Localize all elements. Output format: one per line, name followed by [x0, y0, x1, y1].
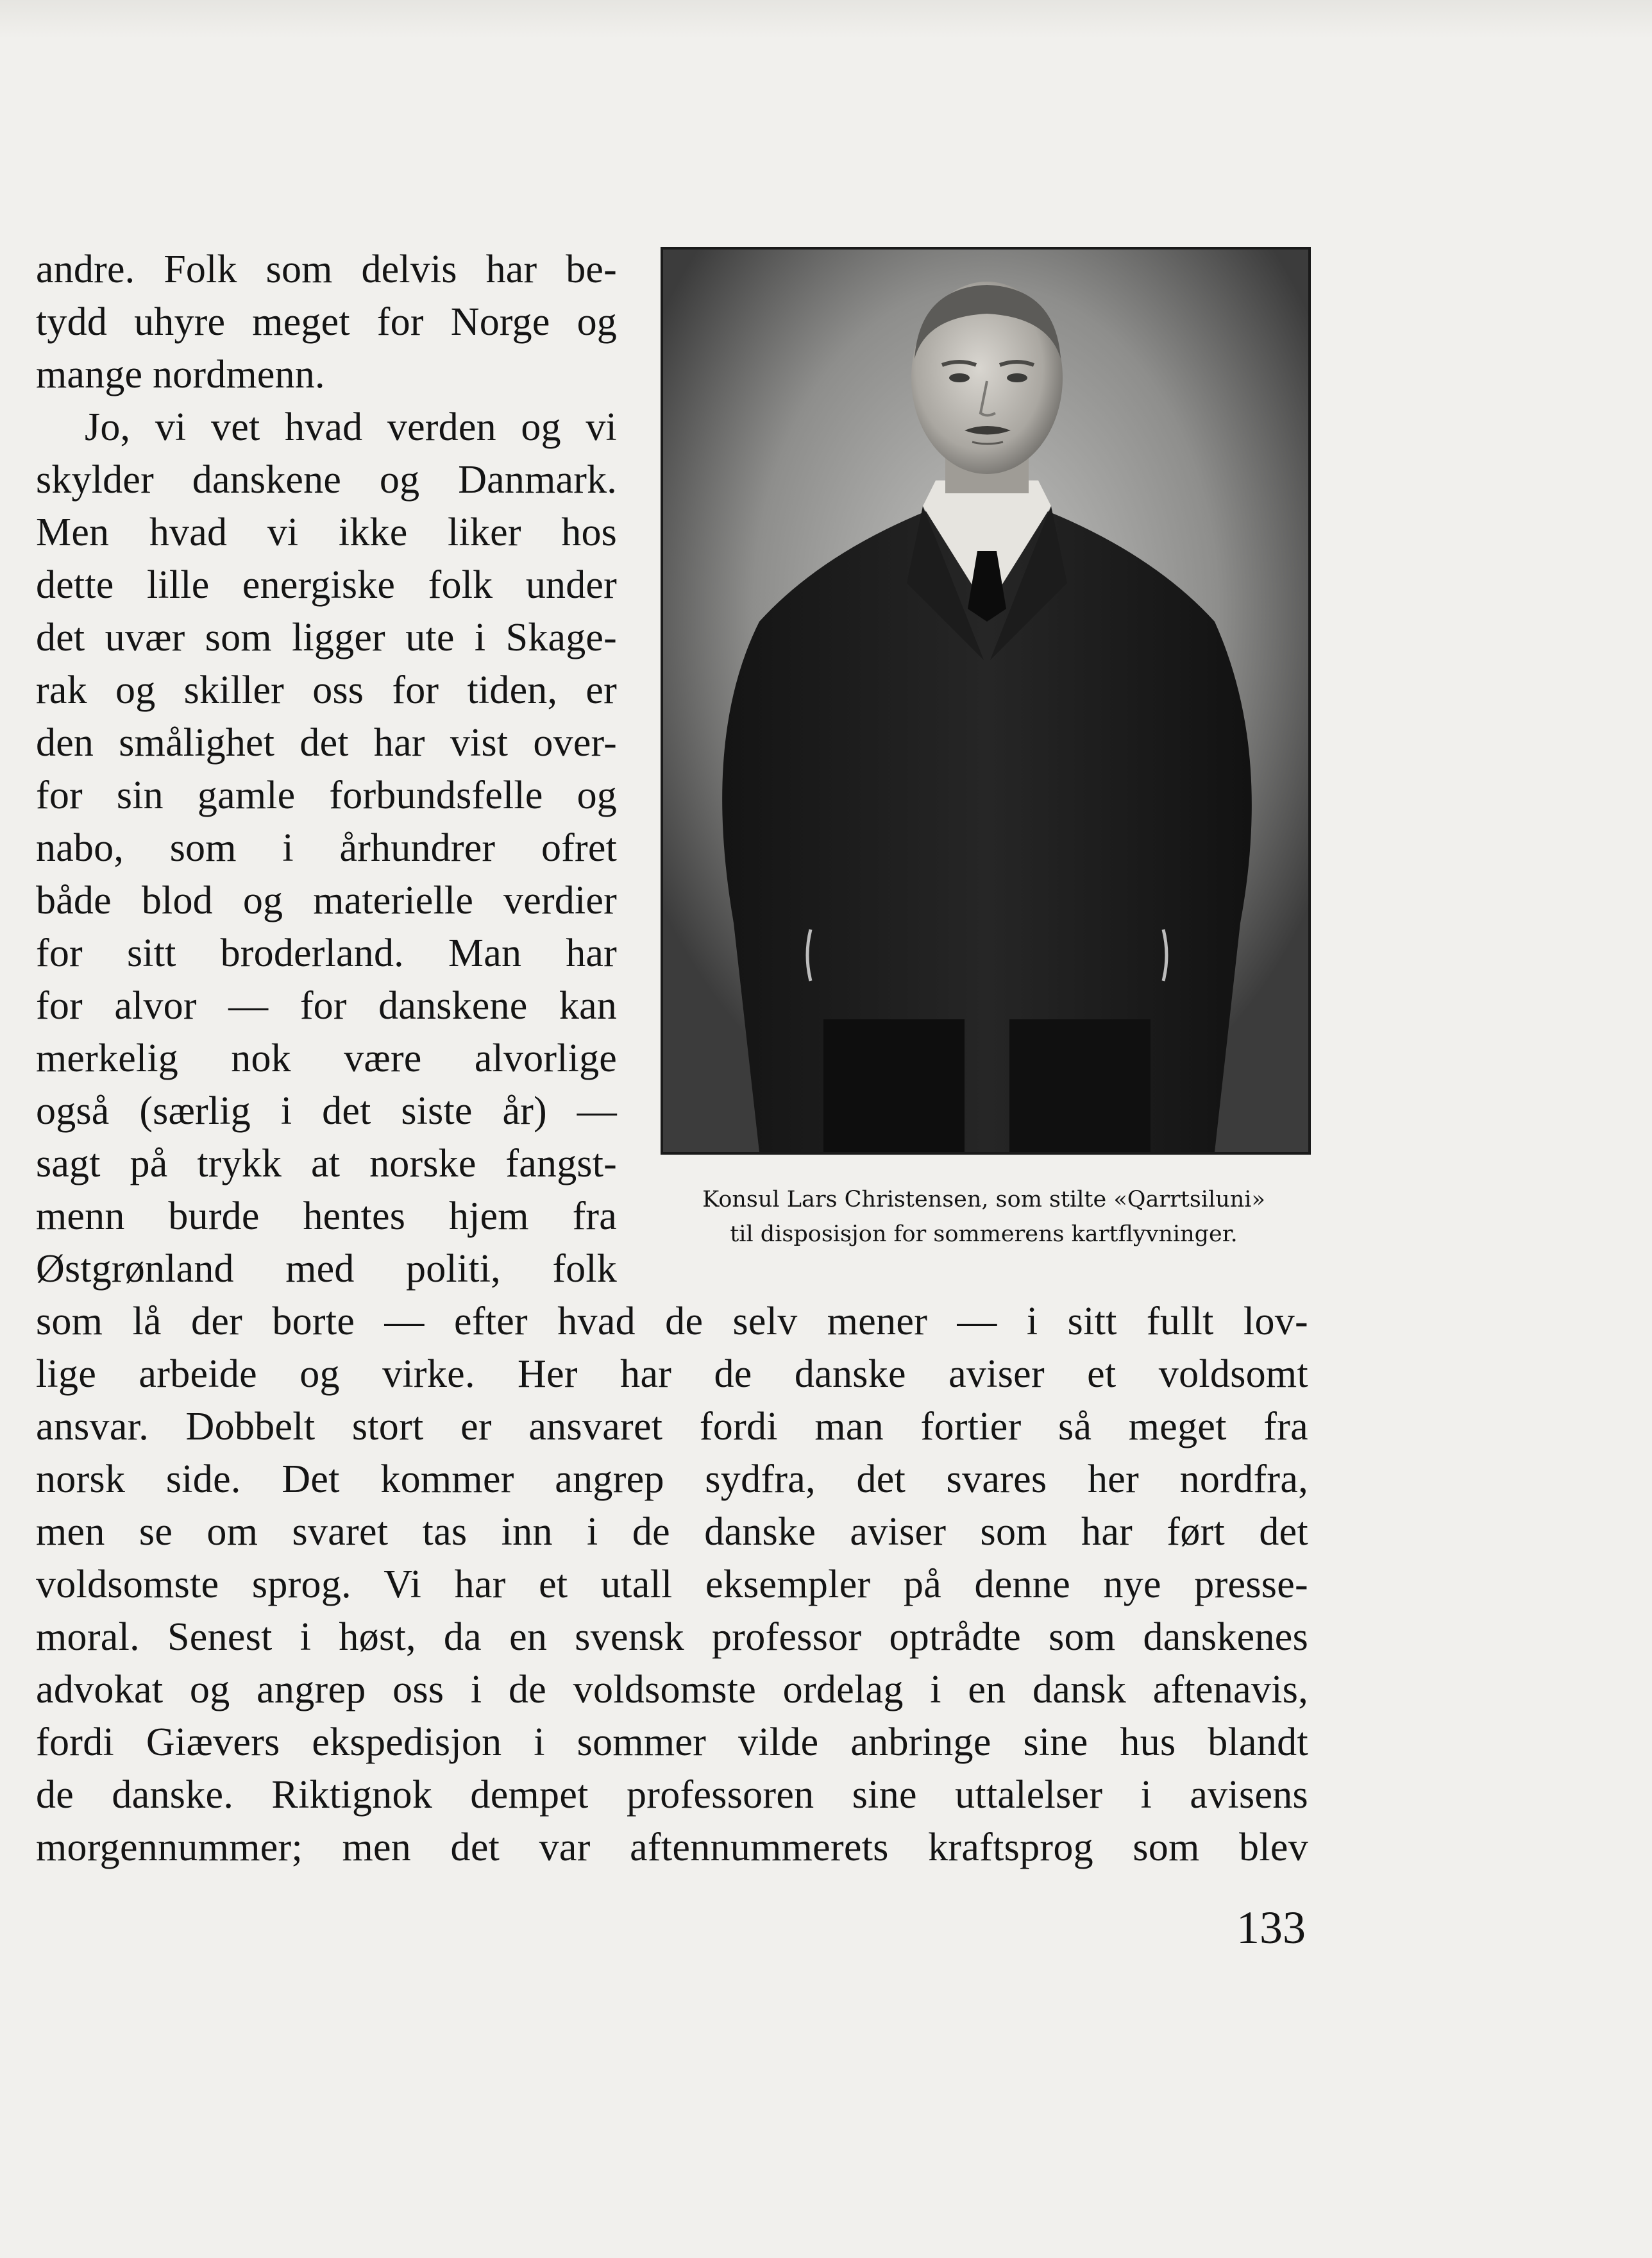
text-line: det uvær som ligger ute i Skage- [36, 616, 617, 659]
text-line: ansvar. Dobbelt stort er ansvaret fordi man fortier så meget fra [36, 1405, 1308, 1448]
text-line: merkelig nok være alvorlige [36, 1037, 617, 1080]
scan-shading [0, 0, 1652, 38]
text-line: Jo, vi vet hvad verden og vi [85, 405, 617, 449]
text-line: de danske. Riktignok dempet professoren sine uttalelser i avisens [36, 1773, 1308, 1817]
text-line: skylder danskene og Danmark. [36, 458, 617, 502]
text-line: for alvor — for danskene kan [36, 984, 617, 1028]
portrait-illustration [663, 250, 1308, 1152]
text-line: for sin gamle forbundsfelle og [36, 774, 617, 817]
portrait-photo [661, 247, 1311, 1155]
text-line: også (særlig i det siste år) — [36, 1089, 617, 1133]
text-line: Men hvad vi ikke liker hos [36, 511, 617, 554]
text-line: som lå der borte — efter hvad de selv mener — i sitt fullt lov- [36, 1300, 1308, 1343]
text-line: morgennummer; men det var aftennummerets kraftsprog som blev [36, 1826, 1308, 1869]
text-line: advokat og angrep oss i de voldsomste ordelag i en dansk aftenavis, [36, 1668, 1308, 1711]
text-line: rak og skiller oss for tiden, er [36, 668, 617, 712]
page-number: 133 [1236, 1902, 1306, 1953]
text-line: fordi Giævers ekspedisjon i sommer vilde anbringe sine hus blandt [36, 1720, 1308, 1764]
text-line: moral. Senest i høst, da en svensk professor optrådte som danskenes [36, 1615, 1308, 1659]
text-line: andre. Folk som delvis har be- [36, 248, 617, 291]
text-line: lige arbeide og virke. Her har de danske aviser et voldsomt [36, 1352, 1308, 1396]
text-line: både blod og materielle verdier [36, 879, 617, 922]
text-line: voldsomste sprog. Vi har et utall eksempler på denne nye presse- [36, 1563, 1308, 1606]
text-line: men se om svaret tas inn i de danske aviser som har ført det [36, 1510, 1308, 1554]
text-line: nabo, som i århundrer ofret [36, 826, 617, 870]
text-line: mange nordmenn. [36, 353, 325, 396]
text-line: sagt på trykk at norske fangst- [36, 1142, 617, 1185]
text-line: Østgrønland med politi, folk [36, 1247, 617, 1291]
photo-caption-line-2: til disposisjon for sommerens kartflyvninger. [730, 1221, 1238, 1247]
text-line: tydd uhyre meget for Norge og [36, 300, 617, 344]
photo-caption-line-1: Konsul Lars Christensen, som stilte «Qarrtsiluni» [702, 1187, 1265, 1212]
text-line: menn burde hentes hjem fra [36, 1194, 617, 1238]
text-line: dette lille energiske folk under [36, 563, 617, 607]
text-line: den smålighet det har vist over- [36, 721, 617, 765]
text-line: for sitt broderland. Man har [36, 931, 617, 975]
text-line: norsk side. Det kommer angrep sydfra, det svares her nordfra, [36, 1457, 1308, 1501]
